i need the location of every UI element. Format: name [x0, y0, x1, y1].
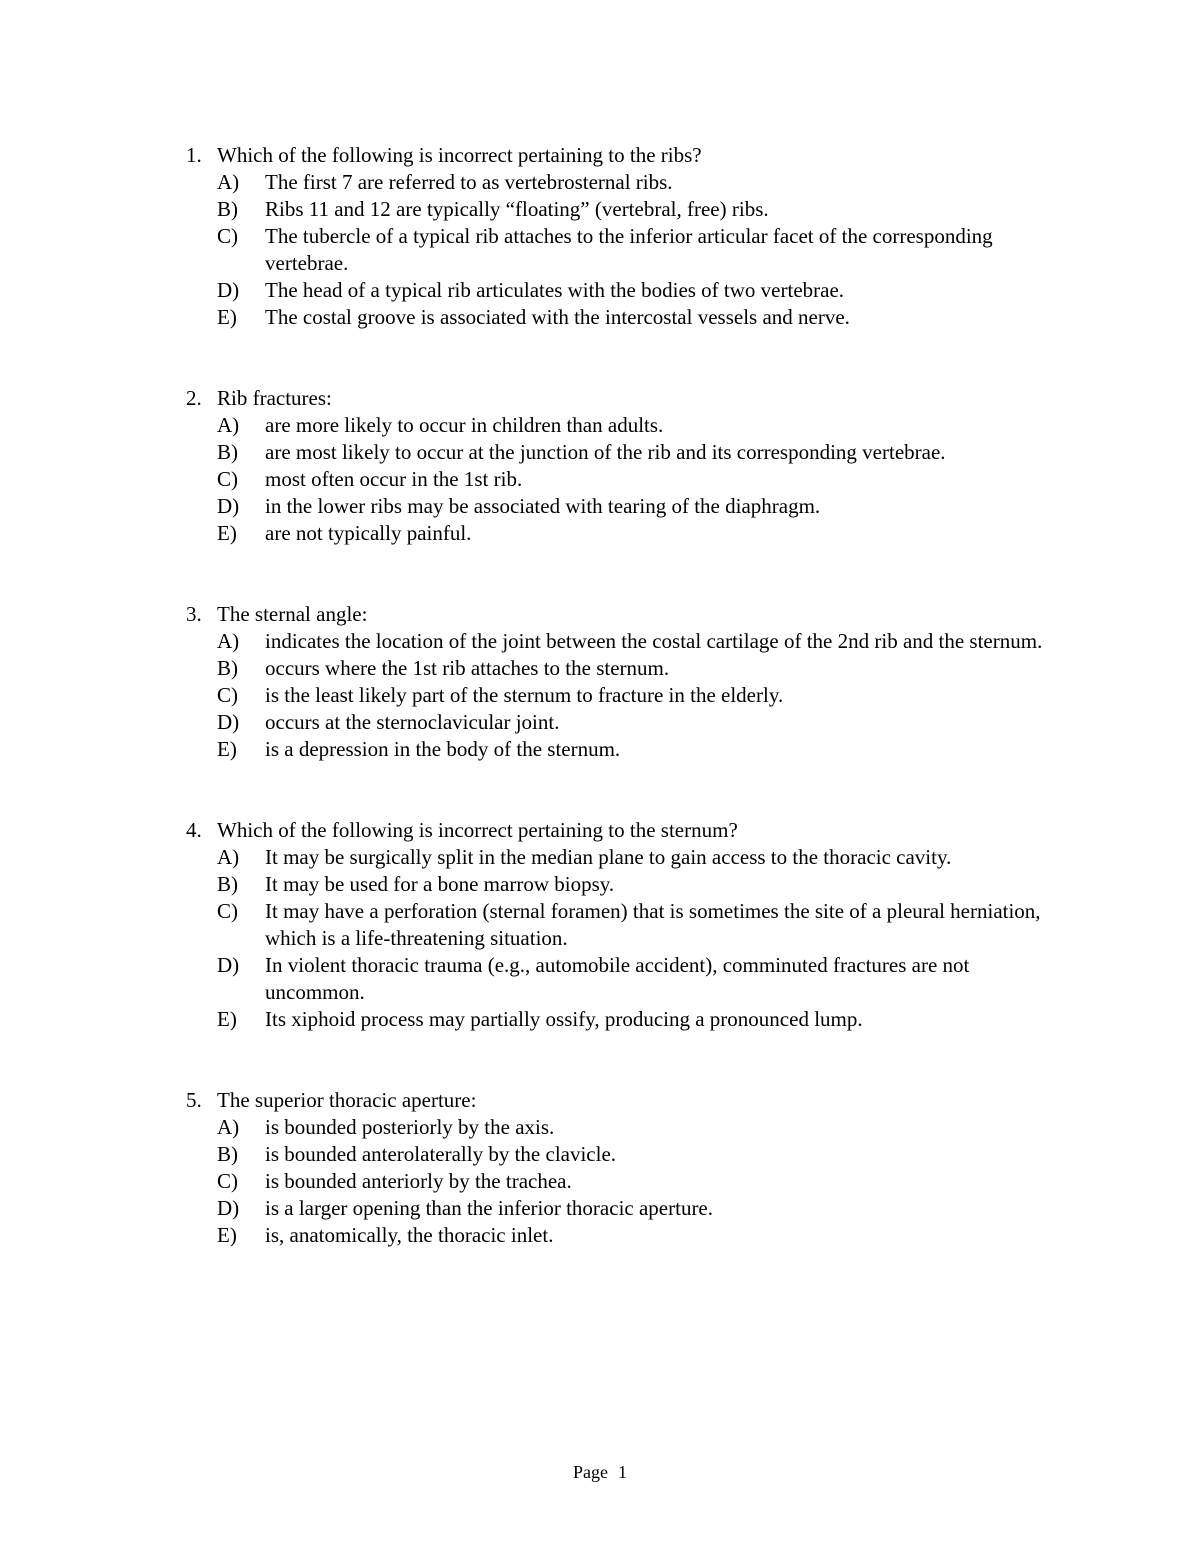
option-letter: E) [217, 305, 237, 329]
option-letter: B) [217, 440, 238, 464]
question-2 [186, 385, 1066, 547]
answer-option [217, 952, 1066, 1006]
option-text: is bounded anteriorly by the trachea. [265, 1169, 572, 1193]
question-4 [186, 817, 1066, 1033]
option-text: occurs at the sternoclavicular joint. [265, 710, 560, 734]
option-letter: E) [217, 1007, 237, 1031]
answer-option [217, 682, 1066, 709]
question-3 [186, 601, 1066, 763]
option-text: It may be used for a bone marrow biopsy. [265, 872, 615, 896]
option-text: is a larger opening than the inferior thoracic aperture. [265, 1196, 714, 1220]
option-text: Ribs 11 and 12 are typically “floating” (vertebral, free) ribs. [265, 197, 769, 221]
answer-options [217, 412, 1066, 547]
option-letter: C) [217, 224, 238, 248]
answer-option [217, 898, 1066, 952]
question-number: 3. [186, 602, 202, 626]
option-text: most often occur in the 1st rib. [265, 467, 523, 491]
question-number: 4. [186, 818, 202, 842]
option-text: occurs where the 1st rib attaches to the sternum. [265, 656, 670, 680]
question-5 [186, 1087, 1066, 1249]
question-1 [186, 142, 1066, 331]
answer-option [217, 466, 1066, 493]
option-text: The first 7 are referred to as vertebrosternal ribs. [265, 170, 673, 194]
option-letter: E) [217, 737, 237, 761]
option-text: Its xiphoid process may partially ossify, producing a pronounced lump. [265, 1007, 863, 1031]
answer-option [217, 871, 1066, 898]
question-number: 2. [186, 386, 202, 410]
option-letter: E) [217, 521, 237, 545]
option-text: The costal groove is associated with the intercostal vessels and nerve. [265, 305, 850, 329]
option-letter: C) [217, 467, 238, 491]
option-letter: C) [217, 683, 238, 707]
answer-options [217, 169, 1066, 331]
option-letter: B) [217, 656, 238, 680]
answer-option [217, 628, 1066, 655]
question-stem [186, 601, 1066, 628]
option-letter: A) [217, 845, 240, 869]
option-text: is bounded posteriorly by the axis. [265, 1115, 555, 1139]
page-number: 1 [618, 1462, 627, 1482]
option-letter: A) [217, 1115, 240, 1139]
option-letter: D) [217, 710, 240, 734]
option-letter: A) [217, 629, 240, 653]
answer-option [217, 1195, 1066, 1222]
option-letter: D) [217, 953, 240, 977]
answer-option [217, 1141, 1066, 1168]
option-text: In violent thoracic trauma (e.g., automobile accident), comminuted fractures are not uncommon. [265, 953, 970, 1004]
option-text: in the lower ribs may be associated with tearing of the diaphragm. [265, 494, 821, 518]
question-number: 5. [186, 1088, 202, 1112]
answer-option [217, 1006, 1066, 1033]
answer-option [217, 844, 1066, 871]
option-text: are most likely to occur at the junction of the rib and its corresponding vertebrae. [265, 440, 946, 464]
answer-option [217, 520, 1066, 547]
answer-option [217, 1168, 1066, 1195]
option-text: It may be surgically split in the median plane to gain access to the thoracic cavity. [265, 845, 952, 869]
answer-option [217, 439, 1066, 466]
option-text: The tubercle of a typical rib attaches to the inferior articular facet of the corresponding vertebrae. [265, 224, 993, 275]
option-letter: E) [217, 1223, 237, 1247]
option-text: The head of a typical rib articulates with the bodies of two vertebrae. [265, 278, 845, 302]
answer-option [217, 223, 1066, 277]
option-letter: D) [217, 278, 240, 302]
option-letter: C) [217, 1169, 238, 1193]
option-letter: B) [217, 872, 238, 896]
option-text: indicates the location of the joint between the costal cartilage of the 2nd rib and the sternum. [265, 629, 1043, 653]
answer-option [217, 196, 1066, 223]
option-letter: C) [217, 899, 238, 923]
answer-option [217, 1114, 1066, 1141]
answer-option [217, 412, 1066, 439]
answer-option [217, 169, 1066, 196]
question-list [186, 142, 1066, 1303]
answer-option [217, 1222, 1066, 1249]
question-text: Which of the following is incorrect pertaining to the ribs? [217, 143, 702, 167]
question-text: The superior thoracic aperture: [217, 1088, 477, 1112]
answer-options [217, 844, 1066, 1033]
option-letter: B) [217, 1142, 238, 1166]
option-text: It may have a perforation (sternal foramen) that is sometimes the site of a pleural herniation, which is a life-threatening situation. [265, 899, 1041, 950]
answer-options [217, 1114, 1066, 1249]
question-text: Which of the following is incorrect pertaining to the sternum? [217, 818, 738, 842]
option-letter: D) [217, 494, 240, 518]
question-stem [186, 385, 1066, 412]
page-footer [0, 1461, 1200, 1483]
question-text: The sternal angle: [217, 602, 368, 626]
answer-option [217, 277, 1066, 304]
option-text: is bounded anterolaterally by the clavicle. [265, 1142, 617, 1166]
question-stem [186, 142, 1066, 169]
option-text: are not typically painful. [265, 521, 472, 545]
option-text: is a depression in the body of the sternum. [265, 737, 621, 761]
option-letter: D) [217, 1196, 240, 1220]
question-text: Rib fractures: [217, 386, 332, 410]
question-stem [186, 817, 1066, 844]
page-label: Page [573, 1462, 608, 1482]
answer-option [217, 304, 1066, 331]
question-stem [186, 1087, 1066, 1114]
question-number: 1. [186, 143, 202, 167]
answer-option [217, 493, 1066, 520]
option-text: are more likely to occur in children than adults. [265, 413, 664, 437]
option-letter: A) [217, 170, 240, 194]
option-text: is the least likely part of the sternum to fracture in the elderly. [265, 683, 784, 707]
answer-option [217, 709, 1066, 736]
option-letter: B) [217, 197, 238, 221]
option-text: is, anatomically, the thoracic inlet. [265, 1223, 554, 1247]
option-letter: A) [217, 413, 240, 437]
answer-option [217, 655, 1066, 682]
answer-option [217, 736, 1066, 763]
answer-options [217, 628, 1066, 763]
